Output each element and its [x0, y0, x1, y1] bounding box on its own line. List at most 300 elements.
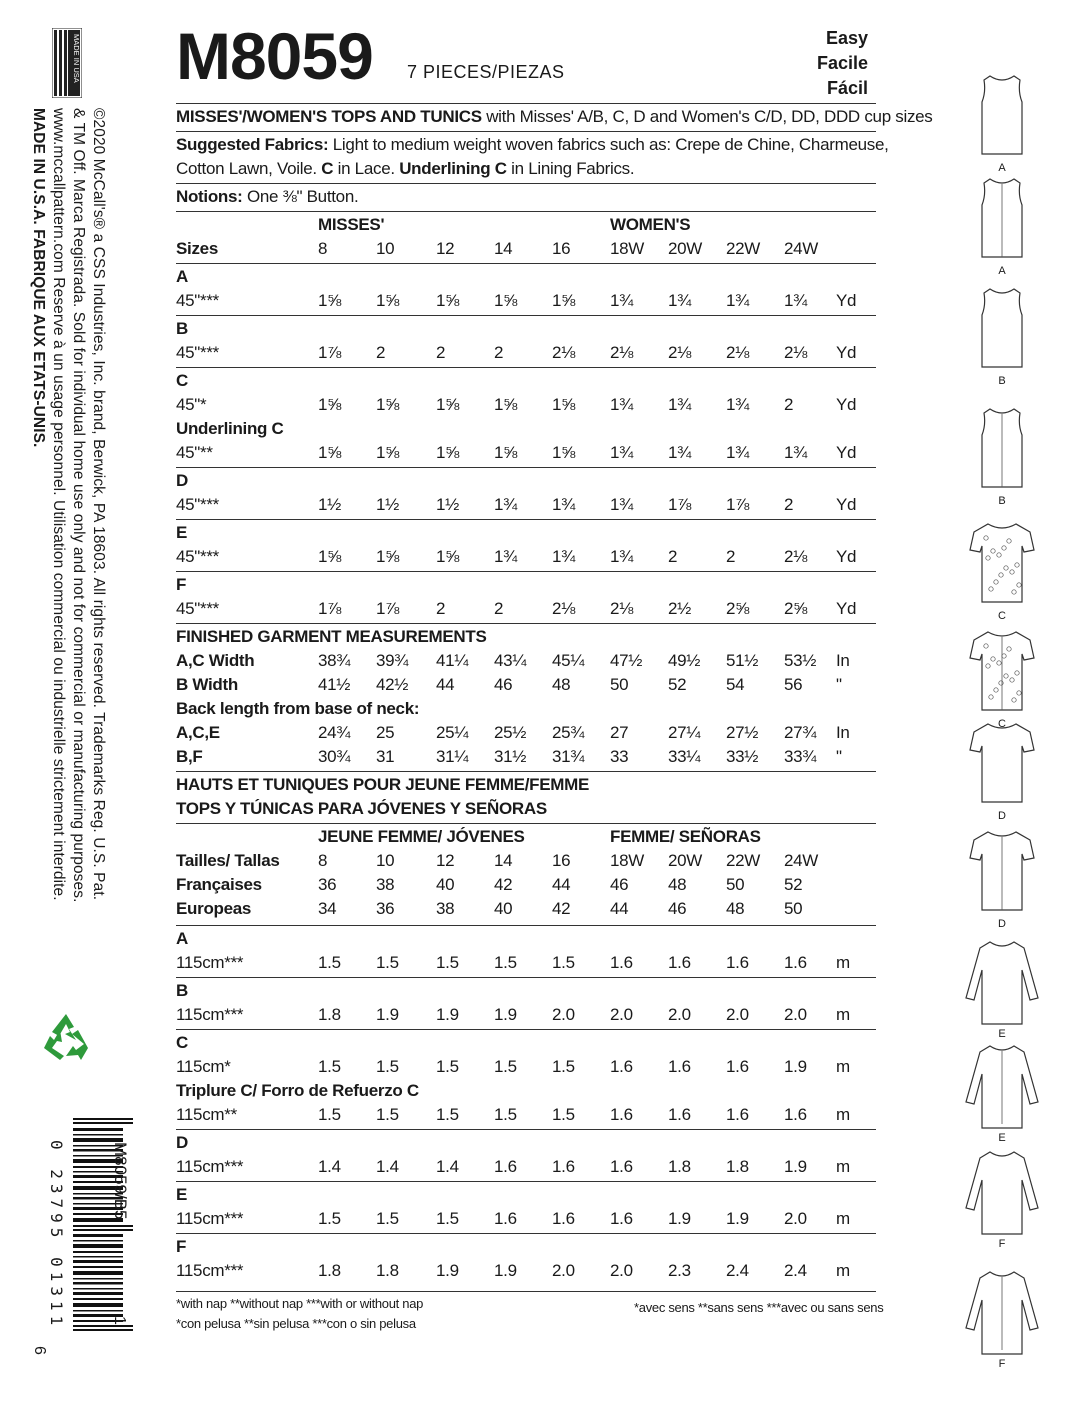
cell-value: 1⅝: [318, 395, 342, 414]
cell-value: 1.5: [436, 1209, 459, 1228]
cell-value: 46: [610, 875, 629, 894]
cell-value: 1⅞: [726, 495, 750, 514]
cell-value: 1.6: [726, 1105, 749, 1124]
divider: [176, 771, 876, 772]
cell-value: 1⅝: [376, 443, 400, 462]
group-header-jeune: JEUNE FEMME/ JÓVENES: [318, 827, 525, 846]
cell-value: 1.9: [436, 1261, 459, 1280]
view-label: Underlining C: [176, 419, 284, 438]
cell-value: 2⅛: [610, 343, 634, 362]
unit-label: m: [836, 1157, 850, 1176]
cell-value: 1.8: [668, 1157, 691, 1176]
pattern-title: MISSES'/WOMEN'S TOPS AND TUNICS with Misses' A/B, C, D and Women's C/D, DD, DDD cup sizes: [176, 107, 933, 126]
sketch-label: C: [998, 610, 1006, 622]
cell-value: 1.9: [376, 1005, 399, 1024]
cell-value: 2.0: [784, 1209, 807, 1228]
cell-value: 2.0: [552, 1261, 575, 1280]
row-label: B,F: [176, 747, 203, 766]
cell-value: 2½: [668, 599, 692, 618]
unit-label: m: [836, 1261, 850, 1280]
cell-value: 1¾: [726, 395, 750, 414]
cell-value: 1¾: [610, 547, 634, 566]
cell-value: 2: [784, 395, 794, 414]
cell-value: 25½: [494, 723, 527, 742]
cell-value: 2: [436, 343, 446, 362]
cell-value: 31¾: [552, 747, 585, 766]
row-label: 45"***: [176, 547, 219, 566]
cell-value: 12: [436, 851, 455, 870]
yardage-row: [176, 599, 876, 623]
cell-value: 1⅝: [436, 395, 460, 414]
unit-label: Yd: [836, 343, 857, 362]
cell-value: 10: [376, 851, 395, 870]
cell-value: 1.4: [376, 1157, 399, 1176]
cell-value: 43¼: [494, 651, 527, 670]
cell-value: 49½: [668, 651, 701, 670]
cell-value: 39¾: [376, 651, 409, 670]
cell-value: 1.9: [668, 1209, 691, 1228]
view-label: C: [176, 371, 188, 390]
cell-value: 1⅝: [436, 443, 460, 462]
cell-value: 1.5: [376, 1209, 399, 1228]
divider: [176, 1181, 876, 1182]
yardage-row: [176, 343, 876, 367]
made-in-usa-flag: [52, 28, 82, 98]
legal-text-block: [28, 108, 108, 903]
cell-value: 1.4: [436, 1157, 459, 1176]
view-sketch-a: [952, 72, 1052, 174]
sketch-label: D: [998, 918, 1006, 930]
measurement-row: [176, 675, 876, 699]
yardage-row: [176, 547, 876, 571]
metric-row: [176, 1005, 876, 1029]
cell-value: 1⅝: [552, 443, 576, 462]
cell-value: 2⅛: [784, 343, 808, 362]
cell-value: 42: [494, 875, 513, 894]
cell-value: 1.6: [668, 953, 691, 972]
cell-value: 20W: [668, 239, 703, 258]
cell-value: 2.0: [610, 1005, 633, 1024]
metric-title-fr: HAUTS ET TUNIQUES POUR JEUNE FEMME/FEMME: [176, 775, 590, 794]
cell-value: 33½: [726, 747, 759, 766]
sketch-label: A: [998, 265, 1006, 277]
unit-label: In: [836, 651, 850, 670]
cell-value: 2: [436, 599, 446, 618]
view-label: C: [176, 1033, 188, 1052]
cell-value: 1.5: [494, 1057, 517, 1076]
cell-value: 42½: [376, 675, 409, 694]
cell-value: 56: [784, 675, 803, 694]
cell-value: 2⅛: [726, 343, 750, 362]
size-row: [176, 851, 876, 875]
group-header-womens: WOMEN'S: [610, 215, 691, 234]
cell-value: 2⅛: [784, 547, 808, 566]
cell-value: 1.9: [784, 1057, 807, 1076]
divider: [176, 367, 876, 368]
cell-value: 1.6: [552, 1157, 575, 1176]
metric-row: [176, 1261, 876, 1285]
cell-value: 1.9: [494, 1261, 517, 1280]
cell-value: 2.0: [784, 1005, 807, 1024]
recycle-icon: [40, 1010, 92, 1062]
cell-value: 1⅝: [318, 443, 342, 462]
row-label: 115cm**: [176, 1105, 237, 1124]
sketch-label: A: [998, 162, 1006, 174]
cell-value: 2.0: [726, 1005, 749, 1024]
cell-value: 1⅝: [552, 291, 576, 310]
cell-value: 14: [494, 851, 513, 870]
cell-value: 48: [726, 899, 745, 918]
row-label: 115cm***: [176, 1261, 244, 1280]
view-label: D: [176, 1133, 188, 1152]
cell-value: 40: [494, 899, 513, 918]
footnote-en: *with nap **without nap ***with or without nap: [176, 1296, 424, 1311]
cell-value: 1.6: [784, 1105, 807, 1124]
cell-value: 14: [494, 239, 513, 258]
cell-value: 2: [784, 495, 794, 514]
level-fr: Facile: [816, 53, 868, 73]
cell-value: 50: [784, 899, 803, 918]
cell-value: 1¾: [610, 495, 634, 514]
cell-value: 1⅞: [668, 495, 692, 514]
cell-value: 1.6: [610, 1157, 633, 1176]
sketch-label: F: [998, 1358, 1006, 1370]
view-sketch-d: [952, 720, 1052, 822]
cell-value: 33¾: [784, 747, 817, 766]
cell-value: 33¼: [668, 747, 701, 766]
cell-value: 2.4: [784, 1261, 807, 1280]
length-row: [176, 723, 876, 747]
cell-value: 24W: [784, 239, 819, 258]
cell-value: 1.6: [726, 953, 749, 972]
cell-value: 1¾: [668, 291, 692, 310]
view-sketch-d: [952, 828, 1052, 930]
cell-value: 2: [726, 547, 736, 566]
cell-value: 1⅝: [376, 547, 400, 566]
metric-row: [176, 1105, 876, 1129]
barcode-digits: 0 23795 01311: [47, 1140, 66, 1331]
cell-value: 52: [784, 875, 803, 894]
row-label: 115cm*: [176, 1057, 231, 1076]
cell-value: 27: [610, 723, 629, 742]
cell-value: 41½: [318, 675, 351, 694]
cell-value: 1⅝: [494, 291, 518, 310]
legal-line: MADE IN U.S.A. FABRIQUE AUX ETATS-UNIS.: [30, 108, 47, 448]
cell-value: 1¾: [668, 443, 692, 462]
footnote-es: *con pelusa **sin pelusa ***con o sin pelusa: [176, 1316, 416, 1331]
cell-value: 1.5: [376, 1105, 399, 1124]
cell-value: 1.6: [494, 1157, 517, 1176]
cell-value: 1.5: [494, 1105, 517, 1124]
cell-value: 50: [726, 875, 745, 894]
cell-value: 45¼: [552, 651, 585, 670]
cell-value: 1.6: [610, 1209, 633, 1228]
cell-value: 1¾: [552, 495, 576, 514]
cell-value: 24¾: [318, 723, 351, 742]
row-label: 45"**: [176, 443, 213, 462]
cell-value: 44: [436, 675, 455, 694]
unit-label: m: [836, 953, 850, 972]
cell-value: 1⅝: [494, 443, 518, 462]
legal-line: www.mccallpattern.com Reserve à un usage personnel. Utilisation commercial ou industrielle strictement interdite.: [50, 108, 67, 901]
cell-value: 2.0: [552, 1005, 575, 1024]
unit-label: m: [836, 1209, 850, 1228]
sketch-label: E: [998, 1028, 1006, 1040]
cell-value: 1¾: [610, 291, 634, 310]
cell-value: 1¾: [610, 395, 634, 414]
row-label: Tailles/ Tallas: [176, 851, 280, 870]
cell-value: 33: [610, 747, 629, 766]
cell-value: 1⅝: [318, 547, 342, 566]
view-sketch-f: [952, 1148, 1052, 1250]
cell-value: 2.0: [610, 1261, 633, 1280]
view-label: B: [176, 981, 188, 1000]
view-label: D: [176, 471, 188, 490]
cell-value: 18W: [610, 239, 645, 258]
cell-value: 1.5: [436, 953, 459, 972]
cell-value: 1⅞: [318, 343, 342, 362]
view-label: Triplure C/ Forro de Refuerzo C: [176, 1081, 419, 1100]
divider: [176, 519, 876, 520]
cell-value: 1.5: [318, 1105, 341, 1124]
cell-value: 24W: [784, 851, 819, 870]
cell-value: 16: [552, 851, 571, 870]
cell-value: 1.8: [318, 1005, 341, 1024]
row-label: A,C,E: [176, 723, 220, 742]
cell-value: 34: [318, 899, 337, 918]
cell-value: 41¼: [436, 651, 469, 670]
cell-value: 1.5: [376, 953, 399, 972]
unit-label: m: [836, 1057, 850, 1076]
cell-value: 54: [726, 675, 745, 694]
cell-value: 1⅞: [318, 599, 342, 618]
unit-label: m: [836, 1105, 850, 1124]
divider: [176, 315, 876, 316]
cell-value: 2⅛: [552, 343, 576, 362]
row-label: 115cm***: [176, 1157, 244, 1176]
unit-label: Yd: [836, 395, 857, 414]
cell-value: 22W: [726, 851, 761, 870]
cell-value: 16: [552, 239, 571, 258]
cell-value: 31: [376, 747, 395, 766]
cell-value: 22W: [726, 239, 761, 258]
cell-value: 2.0: [668, 1005, 691, 1024]
view-label: A: [176, 267, 188, 286]
row-label: 45"***: [176, 599, 219, 618]
cell-value: 1.5: [318, 953, 341, 972]
row-label: 45"*: [176, 395, 207, 414]
pieces-count: 7 PIECES/PIEZAS: [407, 62, 565, 82]
row-label: 115cm***: [176, 1005, 244, 1024]
metric-row: [176, 1209, 876, 1233]
cell-value: 1.5: [436, 1105, 459, 1124]
unit-label: Yd: [836, 443, 857, 462]
sizes-row: [176, 239, 876, 263]
divider: [176, 571, 876, 572]
cell-value: 1.6: [494, 1209, 517, 1228]
cell-value: 48: [552, 675, 571, 694]
sketch-label: D: [998, 810, 1006, 822]
cell-value: 1.8: [318, 1261, 341, 1280]
cell-value: 2⅝: [784, 599, 808, 618]
cell-value: 27¾: [784, 723, 817, 742]
cell-value: 25¼: [436, 723, 469, 742]
view-sketch-e: [952, 938, 1052, 1040]
cell-value: 46: [494, 675, 513, 694]
cell-value: 1⅝: [376, 395, 400, 414]
cell-value: 10: [376, 239, 395, 258]
cell-value: 44: [552, 875, 571, 894]
cell-value: 1⅝: [318, 291, 342, 310]
cell-value: 1.5: [494, 953, 517, 972]
cell-value: 25¾: [552, 723, 585, 742]
group-header-femme: FEMME/ SEÑORAS: [610, 827, 761, 846]
cell-value: 8: [318, 239, 328, 258]
cell-value: 1½: [436, 495, 460, 514]
cell-value: 2⅛: [552, 599, 576, 618]
back-length-label: Back length from base of neck:: [176, 699, 420, 718]
divider: [176, 925, 876, 926]
divider: [176, 1291, 876, 1292]
cell-value: 1.9: [436, 1005, 459, 1024]
cell-value: 2: [494, 343, 504, 362]
flag-text: MADE IN USA: [72, 34, 81, 83]
divider: [176, 977, 876, 978]
sketch-label: B: [998, 375, 1006, 387]
view-label: E: [176, 523, 188, 542]
cell-value: 1.5: [376, 1057, 399, 1076]
length-row: [176, 747, 876, 771]
metric-title-es: TOPS Y TÚNICAS PARA JÓVENES Y SEÑORAS: [176, 799, 547, 818]
view-sketch-b: [952, 405, 1052, 507]
cell-value: 2: [494, 599, 504, 618]
unit-label: Yd: [836, 599, 857, 618]
cell-value: 1.5: [318, 1209, 341, 1228]
cell-value: 52: [668, 675, 687, 694]
unit-label: m: [836, 1005, 850, 1024]
level-en: Easy: [825, 28, 868, 48]
barcode-suffix: 1: [111, 1316, 128, 1325]
cell-value: 1.6: [610, 953, 633, 972]
view-sketch-c: [952, 628, 1052, 730]
cell-value: 1½: [376, 495, 400, 514]
cell-value: 40: [436, 875, 455, 894]
unit-label: ": [836, 747, 842, 766]
cell-value: 25: [376, 723, 395, 742]
yardage-row: [176, 443, 876, 467]
cell-value: 31½: [494, 747, 527, 766]
measurement-row: [176, 651, 876, 675]
view-label: A: [176, 929, 188, 948]
cell-value: 38: [376, 875, 395, 894]
cell-value: 2.3: [668, 1261, 691, 1280]
cell-value: 1⅞: [376, 599, 400, 618]
cell-value: 27½: [726, 723, 759, 742]
cell-value: 1.5: [552, 1057, 575, 1076]
cell-value: 1¾: [668, 395, 692, 414]
unit-label: Yd: [836, 547, 857, 566]
cell-value: 1¾: [552, 547, 576, 566]
cell-value: 47½: [610, 651, 643, 670]
cell-value: 44: [610, 899, 629, 918]
view-sketch-e: [952, 1042, 1052, 1144]
cell-value: 1.5: [318, 1057, 341, 1076]
cell-value: 1¾: [726, 443, 750, 462]
size-row: [176, 875, 876, 899]
cell-value: 36: [376, 899, 395, 918]
yardage-row: [176, 495, 876, 519]
row-label: 115cm***: [176, 953, 244, 972]
cell-value: 2: [376, 343, 386, 362]
cell-value: 1.9: [494, 1005, 517, 1024]
cell-value: 1.6: [726, 1057, 749, 1076]
row-label: 45"***: [176, 495, 219, 514]
cell-value: 46: [668, 899, 687, 918]
cell-value: 1.6: [610, 1105, 633, 1124]
view-sketch-b: [952, 285, 1052, 387]
cell-value: 1.5: [552, 953, 575, 972]
cell-value: 1.5: [552, 1105, 575, 1124]
cell-value: 2⅛: [668, 343, 692, 362]
suggested-fabrics: Suggested Fabrics: Light to medium weight woven fabrics such as: Crepe de Chine, Charmeuse,: [176, 135, 889, 154]
cell-value: 1⅝: [376, 291, 400, 310]
cell-value: 2⅝: [726, 599, 750, 618]
cell-value: 1¾: [784, 443, 808, 462]
barcode-last-digit: 6: [31, 1346, 48, 1355]
cell-value: 48: [668, 875, 687, 894]
cell-value: 1⅝: [436, 547, 460, 566]
unit-label: ": [836, 675, 842, 694]
row-label: A,C Width: [176, 651, 255, 670]
legal-line: ©2020 McCall's® a CSS Industries, Inc. brand, Berwick, PA 18603. All rights reserved. Trademarks Reg. U.S. Pat.: [90, 108, 107, 901]
group-header-misses: MISSES': [318, 215, 385, 234]
view-sketch-a: [952, 175, 1052, 277]
view-label: F: [176, 1237, 187, 1256]
cell-value: 38¾: [318, 651, 351, 670]
divider: [176, 467, 876, 468]
view-sketch-f: [952, 1268, 1052, 1370]
row-label: B Width: [176, 675, 238, 694]
divider: [176, 1129, 876, 1130]
cell-value: 38: [436, 899, 455, 918]
view-label: F: [176, 575, 187, 594]
cell-value: 31¼: [436, 747, 469, 766]
cell-value: 42: [552, 899, 571, 918]
metric-row: [176, 1157, 876, 1181]
divider: [176, 1029, 876, 1030]
cell-value: 1.4: [318, 1157, 341, 1176]
divider: [176, 623, 876, 624]
suggested-fabrics-cont: Cotton Lawn, Voile. C in Lace. Underlining C in Lining Fabrics.: [176, 159, 635, 178]
view-label: E: [176, 1185, 188, 1204]
sketch-label: F: [998, 1238, 1006, 1250]
notions: Notions: One ⅜" Button.: [176, 187, 359, 206]
cell-value: 1.6: [552, 1209, 575, 1228]
cell-value: 53½: [784, 651, 817, 670]
row-label: 45"***: [176, 291, 219, 310]
cell-value: 1¾: [726, 291, 750, 310]
cell-value: 12: [436, 239, 455, 258]
cell-value: 1¾: [494, 495, 518, 514]
row-label: Europeas: [176, 899, 252, 918]
legal-line: & TM Off. Marca Registrada. Sold for individual home use only and not for commercial or manufacturing purposes.: [70, 108, 87, 903]
unit-label: In: [836, 723, 850, 742]
divider: [176, 1233, 876, 1234]
cell-value: 36: [318, 875, 337, 894]
yardage-row: [176, 395, 876, 419]
sketch-label: C: [998, 718, 1006, 730]
cell-value: 27¼: [668, 723, 701, 742]
